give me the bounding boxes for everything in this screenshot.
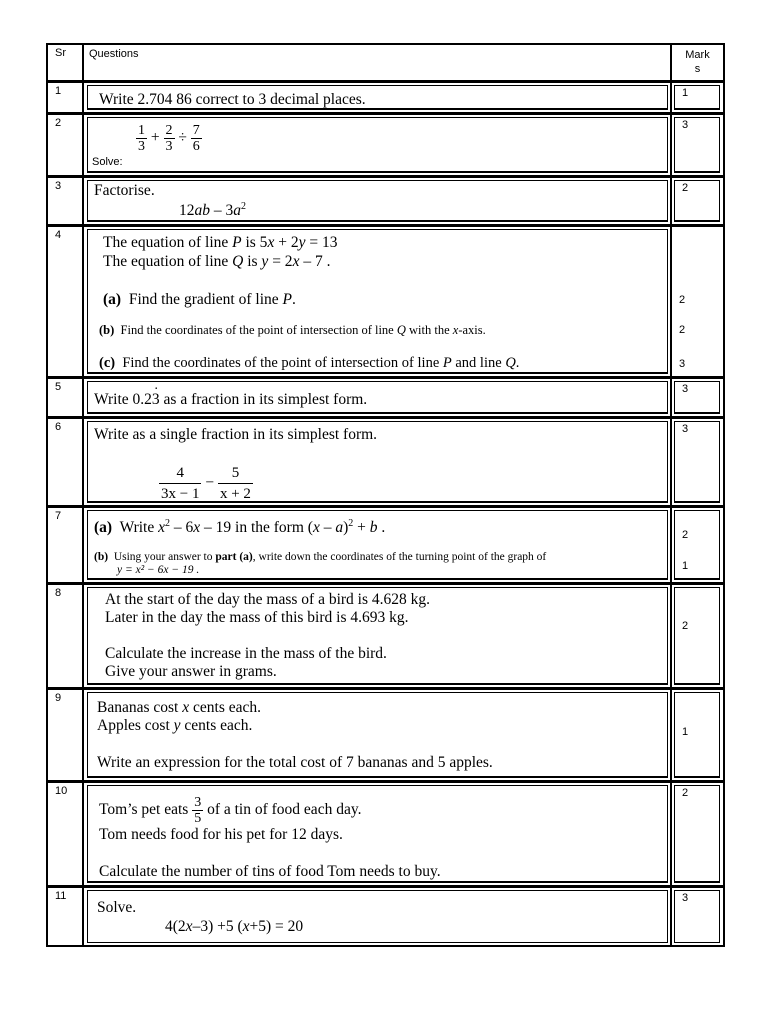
question-number: 2	[48, 115, 84, 175]
question-number: 8	[48, 585, 84, 687]
marks-cell	[672, 419, 723, 505]
question-cell	[84, 419, 672, 505]
recurring-digit: 3 ·	[152, 391, 160, 408]
question-number: 6	[48, 419, 84, 505]
question-cell	[84, 585, 672, 687]
line-2: Later in the day the mass of this bird is 4.693 kg.	[105, 609, 409, 626]
marks-value: 3	[682, 383, 689, 395]
question-row-7	[48, 508, 723, 585]
question-row-1	[48, 83, 723, 115]
question-number: 7	[48, 508, 84, 582]
question-row-4	[48, 227, 723, 379]
question-text: Solve.	[97, 899, 137, 916]
question-row-8	[48, 585, 723, 690]
header-questions: Questions	[84, 45, 672, 80]
header-sr: Sr	[48, 45, 84, 80]
marks-value: 2	[682, 787, 689, 799]
marks-cell	[672, 227, 723, 376]
question-number: 11	[48, 888, 84, 945]
marks-value-c: 3	[679, 358, 686, 370]
line-1: Tom’s pet eats $\frac{3}{5}$ of a tin of food each day.	[99, 794, 362, 826]
equation: 4(2x–3) +5 (x+5) = 20	[165, 918, 304, 935]
question-cell	[84, 888, 672, 945]
fraction-expression: $\frac{1}{3}$ + $\frac{2}{3}$ ÷ $\frac{7}{6}$	[138, 123, 200, 154]
header-marks: Mark s	[685, 49, 710, 75]
marks-value-b: 2	[679, 324, 686, 336]
line-p-equation: The equation of line P is 5x + 2y = 13	[103, 234, 338, 251]
line-1: At the start of the day the mass of a bird is 4.628 kg.	[105, 591, 431, 608]
question-row-6	[48, 419, 723, 508]
question-cell	[84, 227, 672, 376]
question-number: 5	[48, 379, 84, 416]
question-number: 9	[48, 690, 84, 780]
expression: $12ab - 3a^2$	[179, 201, 246, 219]
line-4: Give your answer in grams.	[105, 663, 277, 680]
part-b-equation: y = x² − 6x − 19 .	[117, 564, 200, 576]
marks-cell	[672, 783, 723, 885]
marks-cell	[672, 585, 723, 687]
question-table	[46, 43, 725, 947]
marks-value: 3	[682, 119, 689, 131]
question-number: 10	[48, 783, 84, 885]
marks-cell	[672, 178, 723, 224]
marks-value-b: 1	[682, 560, 689, 572]
question-text: Write 2.704 86 correct to 3 decimal places.	[99, 91, 366, 108]
line-3: Calculate the increase in the mass of the bird.	[105, 645, 387, 662]
line-3: Write an expression for the total cost of 7 bananas and 5 apples.	[97, 754, 493, 771]
part-c: (c) Find the coordinates of the point of intersection of line P and line Q.	[99, 355, 520, 371]
marks-value: 2	[682, 182, 689, 194]
question-cell	[84, 508, 672, 582]
line-q-equation: The equation of line Q is y = 2x – 7 .	[103, 253, 331, 270]
question-number: 3	[48, 178, 84, 224]
question-text: Write 0.23 · as a fraction in its simplest form.	[94, 391, 367, 409]
part-a: (a) Find the gradient of line P.	[103, 291, 296, 308]
marks-value: 1	[682, 87, 689, 99]
line-1: Bananas cost x cents each.	[97, 699, 261, 716]
question-cell	[84, 783, 672, 885]
question-row-9	[48, 690, 723, 783]
marks-cell	[672, 690, 723, 780]
part-b: (b) Using your answer to part (a), write down the coordinates of the turning point of the graph of	[94, 551, 547, 563]
question-cell	[84, 115, 672, 175]
marks-value: 3	[682, 892, 689, 904]
marks-value: 3	[682, 423, 689, 435]
marks-cell	[672, 508, 723, 582]
question-cell	[84, 178, 672, 224]
question-cell	[84, 379, 672, 416]
solve-label: Solve:	[92, 156, 123, 168]
line-3: Calculate the number of tins of food Tom needs to buy.	[99, 863, 441, 880]
marks-cell	[672, 83, 723, 112]
question-cell	[84, 83, 672, 112]
question-number: 1	[48, 83, 84, 112]
question-number: 4	[48, 227, 84, 376]
question-row-2	[48, 115, 723, 178]
question-cell	[84, 690, 672, 780]
fraction-expression: $\frac{4}{3x - 1}$ − $\frac{5}{x + 2}$	[161, 465, 251, 502]
table-header	[48, 45, 723, 83]
question-row-10	[48, 783, 723, 888]
marks-value: 2	[682, 620, 689, 632]
marks-cell	[672, 888, 723, 945]
line-2: Tom needs food for his pet for 12 days.	[99, 826, 343, 843]
part-a: (a) Write $x^2 - 6x - 19$ in the form (x – a)$^2$ + b .	[94, 518, 386, 536]
question-row-5	[48, 379, 723, 419]
marks-cell	[672, 379, 723, 416]
question-text: Factorise.	[94, 182, 155, 199]
marks-value-a: 2	[682, 529, 689, 541]
marks-value-a: 2	[679, 294, 686, 306]
line-2: Apples cost y cents each.	[97, 717, 253, 734]
question-row-11	[48, 888, 723, 945]
part-b: (b) Find the coordinates of the point of intersection of line Q with the x-axis.	[99, 323, 486, 337]
marks-value: 1	[682, 726, 689, 738]
marks-cell	[672, 115, 723, 175]
question-row-3	[48, 178, 723, 227]
question-text: Write as a single fraction in its simplest form.	[94, 426, 378, 443]
